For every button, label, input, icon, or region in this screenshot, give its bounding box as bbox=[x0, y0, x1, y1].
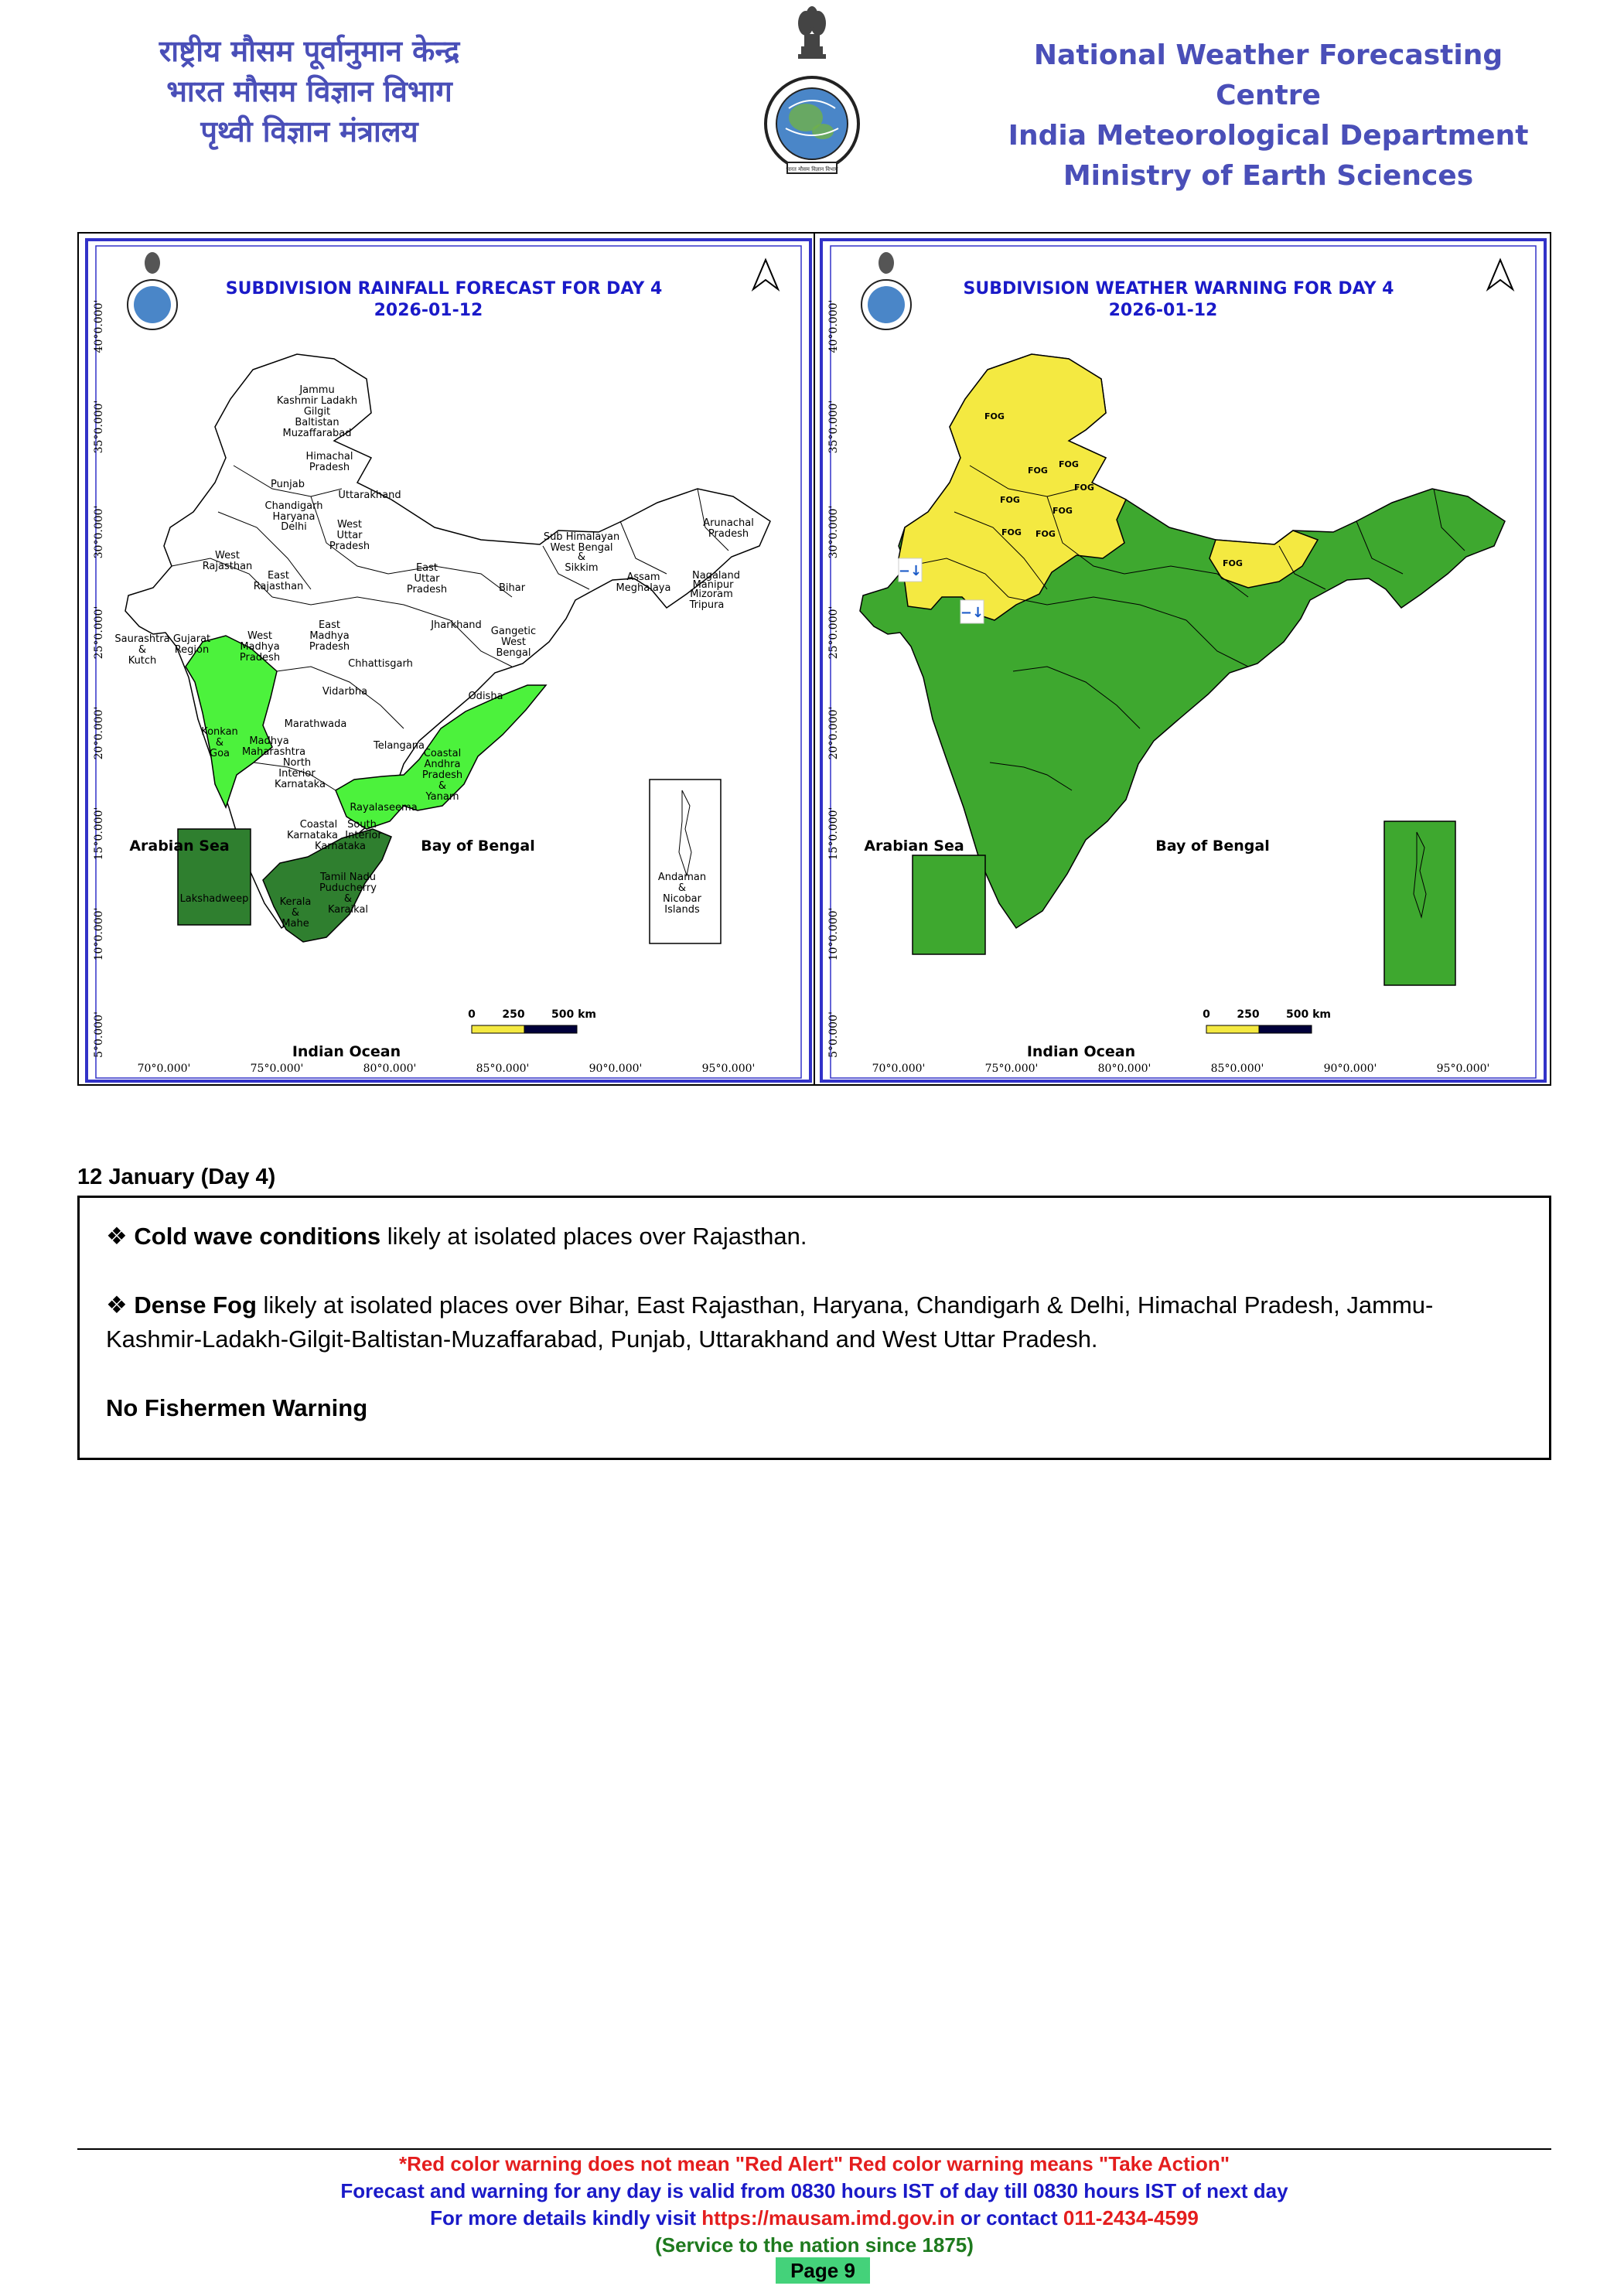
map-label: Pradesh bbox=[406, 584, 448, 595]
lon-tick: 90°0.000' bbox=[1323, 1063, 1377, 1075]
warning-item-cold-wave bbox=[106, 1220, 1523, 1254]
header-english-block bbox=[990, 36, 1547, 196]
footer-contact-line bbox=[77, 2204, 1551, 2232]
map-label: South bbox=[347, 819, 377, 831]
scale-mid: 250 bbox=[1237, 1008, 1260, 1021]
lon-tick: 95°0.000' bbox=[1436, 1063, 1490, 1075]
map-label: Coastal bbox=[299, 819, 338, 831]
map-label: Bihar bbox=[498, 582, 526, 594]
lon-tick: 70°0.000' bbox=[872, 1063, 926, 1075]
lat-tick: 25°0.000' bbox=[93, 606, 105, 660]
map-label: & bbox=[677, 882, 687, 894]
lat-tick: 35°0.000' bbox=[93, 400, 105, 454]
weather-warning-map bbox=[815, 234, 1551, 1084]
map-label: Gangetic bbox=[490, 626, 537, 637]
map-label: Gilgit bbox=[303, 406, 331, 418]
map-label: Kerala bbox=[279, 896, 312, 908]
cold-wave-icon bbox=[960, 600, 984, 623]
footer-visit-text: For more details kindly visit bbox=[430, 2206, 702, 2229]
map-label: Tripura bbox=[689, 599, 725, 611]
map-label: Pradesh bbox=[708, 528, 749, 540]
map-label: Tamil Nadu bbox=[320, 872, 376, 883]
scale-zero: 0 bbox=[468, 1008, 476, 1021]
header-hindi-line-2: भारत मौसम विज्ञान विभाग bbox=[166, 74, 452, 108]
lat-tick: 20°0.000' bbox=[93, 706, 105, 760]
lat-tick: 10°0.000' bbox=[93, 907, 105, 961]
fog-label: FOG bbox=[1001, 527, 1022, 537]
map-label: Jammu bbox=[299, 384, 335, 396]
map-label: & bbox=[215, 737, 224, 749]
map-label: Pradesh bbox=[329, 541, 370, 552]
map-label: & bbox=[138, 644, 147, 656]
map-label: Himachal bbox=[305, 451, 353, 462]
map-label: Chhattisgarh bbox=[348, 658, 413, 670]
map-label: Coastal bbox=[423, 748, 462, 759]
map-label: Pradesh bbox=[239, 652, 281, 664]
map-label: East bbox=[318, 619, 341, 631]
lat-tick: 10°0.000' bbox=[827, 907, 840, 961]
map-label: Assam bbox=[626, 571, 660, 583]
bullet-icon: ❖ bbox=[106, 1223, 128, 1250]
lat-tick: 5°0.000' bbox=[93, 1012, 105, 1058]
page-number-badge: Page 9 bbox=[776, 2257, 870, 2284]
fishermen-warning: No Fishermen Warning bbox=[106, 1394, 368, 1421]
lat-tick: 20°0.000' bbox=[827, 706, 840, 760]
footer-contact-text: or contact bbox=[954, 2206, 1063, 2229]
map-label: Islands bbox=[664, 904, 700, 916]
imd-emblem-logo bbox=[758, 0, 866, 186]
map-label: Karnataka bbox=[315, 841, 366, 852]
map-label: Baltistan bbox=[295, 417, 339, 428]
warning-item-text: likely at isolated places over Rajasthan. bbox=[380, 1223, 807, 1250]
map-label: Interior bbox=[345, 830, 382, 841]
map-label: Andhra bbox=[424, 759, 461, 770]
bay-of-bengal-label: Bay of Bengal bbox=[421, 838, 535, 855]
map-label: Muzaffarabad bbox=[282, 428, 352, 439]
map-label: Meghalaya bbox=[616, 582, 671, 594]
lon-tick: 90°0.000' bbox=[589, 1063, 643, 1075]
bay-of-bengal-label: Bay of Bengal bbox=[1155, 838, 1270, 855]
scale-mid: 250 bbox=[502, 1008, 525, 1021]
map-label: Karaikal bbox=[327, 904, 369, 916]
lakshadweep-box bbox=[913, 855, 985, 954]
map-label: Haryana bbox=[272, 511, 316, 523]
svg-text:−↓: −↓ bbox=[960, 605, 984, 621]
map-label: Pradesh bbox=[309, 462, 350, 473]
lon-tick: 75°0.000' bbox=[250, 1063, 304, 1075]
right-map-date: 2026-01-12 bbox=[1108, 301, 1218, 320]
fog-label: FOG bbox=[1074, 483, 1094, 493]
map-label: Rajasthan bbox=[253, 581, 304, 592]
bullet-icon: ❖ bbox=[106, 1291, 128, 1319]
footer-service-note: (Service to the nation since 1875) bbox=[655, 2233, 974, 2257]
right-map-title: SUBDIVISION WEATHER WARNING FOR DAY 4 bbox=[963, 279, 1394, 299]
map-label: Nicobar bbox=[662, 893, 702, 905]
fog-label: FOG bbox=[1053, 506, 1073, 516]
map-label: West bbox=[501, 636, 526, 648]
map-label: Maharashtra bbox=[241, 746, 306, 758]
lat-tick: 25°0.000' bbox=[827, 606, 840, 660]
map-label: Pradesh bbox=[309, 641, 350, 653]
map-label: & bbox=[343, 893, 353, 905]
lon-tick: 85°0.000' bbox=[476, 1063, 530, 1075]
map-label: East bbox=[267, 570, 290, 582]
map-label: Yanam bbox=[425, 791, 459, 803]
footer-red-warning-note: *Red color warning does not mean "Red Alert" Red color warning means "Take Action" bbox=[398, 2152, 1230, 2175]
map-label: Odisha bbox=[468, 691, 503, 702]
warning-item-dense-fog bbox=[106, 1288, 1523, 1356]
map-label: West Bengal bbox=[550, 542, 613, 554]
map-label: Bengal bbox=[496, 647, 531, 659]
lon-tick: 95°0.000' bbox=[701, 1063, 756, 1075]
map-label: Gujarat bbox=[172, 633, 211, 645]
map-label: West bbox=[215, 550, 240, 561]
lat-tick: 15°0.000' bbox=[827, 807, 840, 861]
map-label: Rajasthan bbox=[202, 561, 253, 572]
map-label: & bbox=[291, 907, 300, 919]
indian-ocean-label: Indian Ocean bbox=[292, 1043, 401, 1060]
header-english-line-1: National Weather Forecasting Centre bbox=[1033, 39, 1503, 111]
map-label: Karnataka bbox=[275, 779, 326, 790]
header-hindi-line-3: पृथ्वी विज्ञान मंत्रालय bbox=[200, 114, 418, 148]
map-label: Delhi bbox=[281, 521, 307, 533]
map-label: Uttarakhand bbox=[338, 490, 401, 501]
lat-tick: 40°0.000' bbox=[93, 299, 105, 353]
map-label: West bbox=[337, 519, 362, 531]
map-label: Jharkhand bbox=[431, 619, 482, 631]
footer-website-link[interactable]: https://mausam.imd.gov.in bbox=[701, 2206, 955, 2229]
map-label: Madhya bbox=[309, 630, 350, 642]
map-label: Sikkim bbox=[565, 562, 599, 574]
map-label: West bbox=[247, 630, 272, 642]
left-map-date: 2026-01-12 bbox=[374, 301, 483, 320]
map-label: Andaman bbox=[657, 872, 707, 883]
map-label: Chandigarh bbox=[264, 500, 323, 512]
fog-label: FOG bbox=[1028, 466, 1048, 476]
map-label: Goa bbox=[210, 748, 230, 759]
header-english-line-3: Ministry of Earth Sciences bbox=[1063, 160, 1474, 192]
warning-box bbox=[77, 1196, 1551, 1460]
indian-ocean-label: Indian Ocean bbox=[1026, 1043, 1136, 1060]
warning-item-title: Cold wave conditions bbox=[134, 1223, 381, 1250]
fog-label: FOG bbox=[1035, 529, 1056, 539]
rainfall-forecast-map bbox=[79, 234, 814, 1084]
map-label: Saurashtra bbox=[114, 633, 170, 645]
map-label: Mizoram bbox=[690, 588, 733, 600]
map-label: & bbox=[577, 551, 586, 563]
header-hindi-block bbox=[93, 31, 526, 152]
svg-text:−↓: −↓ bbox=[898, 563, 923, 579]
map-label: Uttar bbox=[414, 573, 440, 585]
lon-tick: 85°0.000' bbox=[1210, 1063, 1264, 1075]
map-label: Rayalaseema bbox=[350, 802, 418, 814]
map-label: Telangana bbox=[374, 740, 425, 752]
map-label: Marathwada bbox=[284, 718, 347, 730]
map-label: Pradesh bbox=[421, 769, 463, 781]
map-label: Madhya bbox=[249, 735, 289, 747]
scale-max: 500 km bbox=[1286, 1008, 1331, 1021]
map-label: East bbox=[415, 562, 438, 574]
map-label: Karnataka bbox=[287, 830, 338, 841]
lon-tick: 80°0.000' bbox=[363, 1063, 417, 1075]
day-heading: 12 January (Day 4) bbox=[77, 1165, 276, 1189]
lat-tick: 30°0.000' bbox=[827, 505, 840, 559]
lat-tick: 15°0.000' bbox=[93, 807, 105, 861]
lon-tick: 75°0.000' bbox=[984, 1063, 1039, 1075]
header-hindi-line-1: राष्ट्रीय मौसम पूर्वानुमान केन्द्र bbox=[159, 34, 460, 68]
map-label: Arunachal bbox=[703, 517, 754, 529]
lon-tick: 80°0.000' bbox=[1097, 1063, 1151, 1075]
map-label: Mahe bbox=[281, 918, 309, 930]
lon-tick: 70°0.000' bbox=[137, 1063, 191, 1075]
map-label: Nagaland bbox=[692, 570, 740, 582]
map-label: Vidarbha bbox=[322, 686, 368, 698]
fog-label: FOG bbox=[1059, 459, 1079, 469]
left-map-title: SUBDIVISION RAINFALL FORECAST FOR DAY 4 bbox=[225, 279, 663, 299]
fog-label: FOG bbox=[1223, 558, 1243, 568]
arabian-sea-label: Arabian Sea bbox=[864, 838, 964, 855]
fog-label: FOG bbox=[984, 411, 1005, 421]
lat-tick: 30°0.000' bbox=[93, 505, 105, 559]
map-label: North bbox=[282, 757, 312, 769]
scale-zero: 0 bbox=[1203, 1008, 1210, 1021]
warning-item-text: likely at isolated places over Bihar, East Rajasthan, Haryana, Chandigarh & Delhi, Himachal Pradesh, Jammu-Kashmir-Ladakh-Gilgit-Baltistan-Muzaffarabad, Punjab, Uttarakhand and West Uttar Pradesh. bbox=[106, 1291, 1434, 1353]
map-label: Kashmir Ladakh bbox=[276, 395, 358, 407]
map-label: & bbox=[438, 780, 447, 792]
map-label: Interior bbox=[278, 768, 316, 780]
map-label: Lakshadweep bbox=[179, 893, 249, 905]
lat-tick: 35°0.000' bbox=[827, 400, 840, 454]
warning-item-title: Dense Fog bbox=[134, 1291, 257, 1319]
map-label: Kutch bbox=[128, 655, 157, 667]
fog-label: FOG bbox=[1000, 495, 1020, 505]
map-label: Uttar bbox=[336, 530, 363, 541]
lat-tick: 40°0.000' bbox=[827, 299, 840, 353]
header-english-line-2: India Meteorological Department bbox=[1008, 120, 1529, 152]
map-label: Madhya bbox=[240, 641, 280, 653]
map-label: Sub Himalayan bbox=[543, 531, 620, 543]
footer-phone: 011-2434-4599 bbox=[1063, 2206, 1199, 2229]
map-label: Region bbox=[174, 644, 210, 656]
footer-validity-note: Forecast and warning for any day is valid from 0830 hours IST of day till 0830 hours IST of next day bbox=[340, 2179, 1288, 2202]
map-label: Punjab bbox=[271, 479, 305, 490]
map-label: Konkan bbox=[201, 726, 238, 738]
lat-tick: 5°0.000' bbox=[827, 1012, 840, 1058]
map-label: Puducherry bbox=[319, 882, 377, 894]
cold-wave-icon bbox=[899, 558, 922, 582]
arabian-sea-label: Arabian Sea bbox=[129, 838, 230, 855]
logo-text: भारत मौसम विज्ञान विभाग bbox=[786, 166, 838, 172]
map-label: Manipur bbox=[692, 579, 734, 591]
scale-max: 500 km bbox=[551, 1008, 596, 1021]
